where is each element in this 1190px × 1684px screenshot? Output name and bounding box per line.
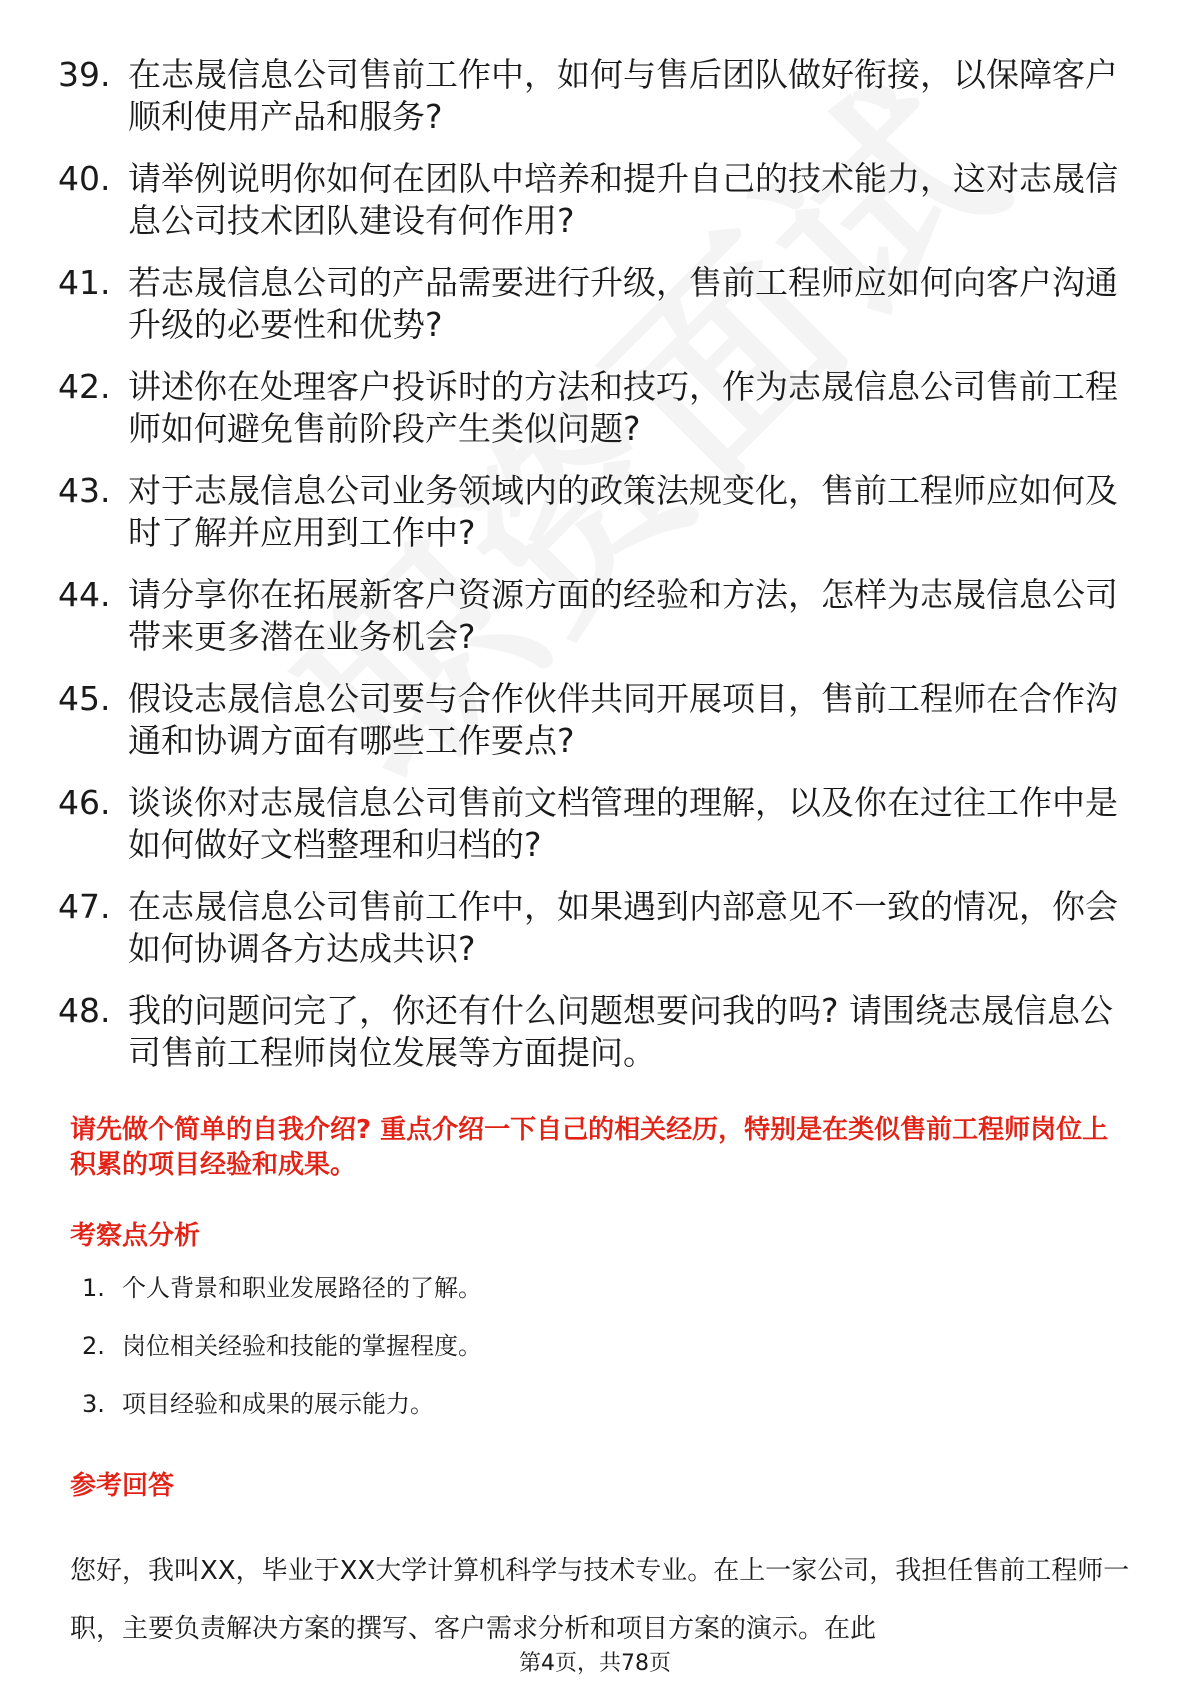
point-number: 3. xyxy=(82,1390,105,1418)
question-text: 在志晟信息公司售前工作中，如何与售后团队做好衔接，以保障客户顺利使用产品和服务? xyxy=(128,55,1118,136)
analysis-heading: 考察点分析 xyxy=(70,1221,201,1251)
question-number: 46. xyxy=(58,783,111,822)
question-text: 对于志晟信息公司业务领域内的政策法规变化，售前工程师应如何及时了解并应用到工作中? xyxy=(128,471,1118,552)
question-text: 假设志晟信息公司要与合作伙伴共同开展项目，售前工程师在合作沟通和协调方面有哪些工作要点? xyxy=(128,679,1118,760)
analysis-point-list xyxy=(82,1272,482,1446)
question-number: 44. xyxy=(58,575,111,614)
question-item xyxy=(58,54,1118,138)
question-number: 39. xyxy=(58,55,111,94)
point-text: 项目经验和成果的展示能力。 xyxy=(122,1390,434,1418)
interview-prompt: 请先做个简单的自我介绍? 重点介绍一下自己的相关经历，特别是在类似售前工程师岗位上积累的项目经验和成果。 xyxy=(70,1115,1109,1180)
answer-paragraph: 您好，我叫XX，毕业于XX大学计算机科学与技术专业。在上一家公司，我担任售前工程师一职，主要负责解决方案的撰写、客户需求分析和项目方案的演示。在此 xyxy=(70,1556,1130,1644)
question-number: 47. xyxy=(58,887,111,926)
question-text: 若志晟信息公司的产品需要进行升级，售前工程师应如何向客户沟通升级的必要性和优势? xyxy=(128,263,1118,344)
question-number: 48. xyxy=(58,991,111,1030)
point-number: 1. xyxy=(82,1274,105,1302)
question-text: 请分享你在拓展新客户资源方面的经验和方法，怎样为志晟信息公司带来更多潜在业务机会? xyxy=(128,575,1118,656)
question-item xyxy=(58,262,1118,346)
question-number: 43. xyxy=(58,471,111,510)
question-item xyxy=(58,782,1118,866)
question-number: 41. xyxy=(58,263,111,302)
point-number: 2. xyxy=(82,1332,105,1360)
question-text: 讲述你在处理客户投诉时的方法和技巧，作为志晟信息公司售前工程师如何避免售前阶段产生类似问题? xyxy=(128,367,1118,448)
point-text: 个人背景和职业发展路径的了解。 xyxy=(122,1274,482,1302)
question-item xyxy=(58,366,1118,450)
question-item xyxy=(58,886,1118,970)
question-text: 谈谈你对志晟信息公司售前文档管理的理解，以及你在过往工作中是如何做好文档整理和归档的? xyxy=(128,783,1118,864)
question-item xyxy=(58,990,1118,1074)
page-footer: 第4页，共78页 xyxy=(519,1651,671,1676)
analysis-point xyxy=(82,1330,482,1388)
question-text: 在志晟信息公司售前工作中，如果遇到内部意见不一致的情况，你会如何协调各方达成共识? xyxy=(128,887,1118,968)
question-item xyxy=(58,574,1118,658)
question-item xyxy=(58,158,1118,242)
analysis-point xyxy=(82,1388,482,1446)
question-number: 40. xyxy=(58,159,111,198)
question-text: 请举例说明你如何在团队中培养和提升自己的技术能力，这对志晟信息公司技术团队建设有何作用? xyxy=(128,159,1118,240)
question-text: 我的问题问完了，你还有什么问题想要问我的吗? 请围绕志晟信息公司售前工程师岗位发展等方面提问。 xyxy=(128,991,1114,1072)
point-text: 岗位相关经验和技能的掌握程度。 xyxy=(122,1332,482,1360)
question-item xyxy=(58,470,1118,554)
analysis-point xyxy=(82,1272,482,1330)
question-number: 45. xyxy=(58,679,111,718)
answer-heading: 参考回答 xyxy=(70,1471,175,1501)
question-item xyxy=(58,678,1118,762)
question-number: 42. xyxy=(58,367,111,406)
question-list xyxy=(58,54,1118,1094)
